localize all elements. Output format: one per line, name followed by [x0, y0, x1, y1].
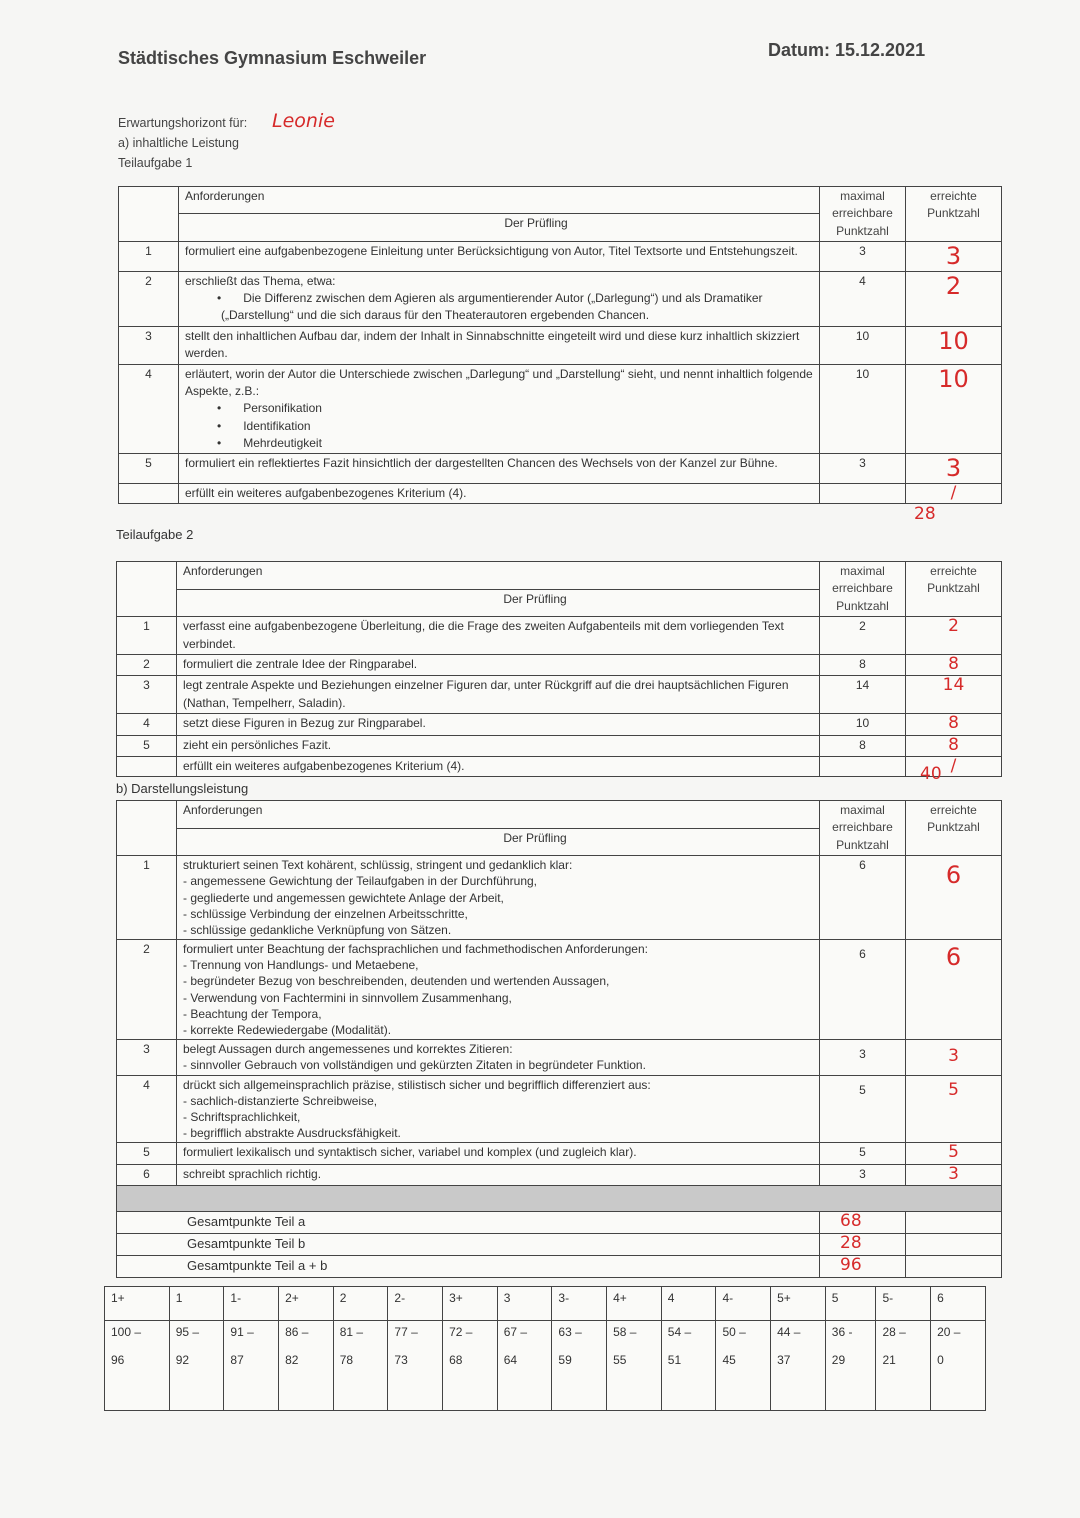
grade-mark: 5- [876, 1287, 931, 1321]
grade-range-high: 95 – [175, 1325, 200, 1339]
grade-range-high: 81 – [339, 1325, 364, 1339]
table-row: 2 formuliert die zentrale Idee der Ringparabel. 8 8 [117, 654, 1002, 675]
list-item: • Identifikation [221, 418, 813, 435]
criterion-text: erläutert, worin der Autor die Unterschiede zwischen „Darlegung“ und „Darstellung“ sieht, und nennt inhaltlich folgende Aspekte, z.B.: [185, 366, 813, 398]
total-a-value: 68 [840, 1211, 862, 1232]
grade-range [443, 1321, 498, 1411]
max-points-header: maximal erreichbare Punktzahl [820, 187, 906, 242]
task1-total-handwritten: 28 [914, 504, 936, 524]
grade-range [224, 1321, 279, 1411]
student-name-handwritten: Leonie [272, 110, 335, 132]
grade-range-high: 91 – [230, 1325, 254, 1339]
examinee-header: Der Prüfling [177, 828, 820, 856]
grade-range-high: 67 – [503, 1325, 528, 1339]
task1-table [118, 186, 1002, 504]
grade-range-high: 20 – [937, 1325, 961, 1339]
document-date: Datum: 15.12.2021 [768, 40, 926, 60]
list-item: - gegliederte und angemessen gewichtete Anlage der Arbeit, [183, 890, 504, 905]
achieved-points-header: erreichte Punktzahl [906, 801, 1002, 856]
achieved-points: 5 [948, 1142, 959, 1163]
grade-range [333, 1321, 388, 1411]
grade-range [716, 1321, 771, 1411]
achieved-points: / [950, 482, 957, 503]
grade-mark: 2- [388, 1287, 443, 1321]
achieved-points: 2 [948, 616, 959, 637]
list-item: • Personifikation [221, 400, 813, 417]
grade-range-low: 51 [667, 1353, 682, 1367]
criterion-text: setzt diese Figuren in Bezug zur Ringparabel. [177, 714, 820, 735]
task2-title: Teilaufgabe 2 [116, 527, 194, 542]
criterion-text: stellt den inhaltlichen Aufbau dar, indem der Inhalt in Sinnabschnitte eingeteilt wird und diese kurz inhaltlich skizziert werden. [179, 326, 820, 364]
total-a-label: Gesamtpunkte Teil a [117, 1212, 820, 1234]
grade-range-low: 78 [339, 1353, 354, 1367]
grade-mark: 4 [661, 1287, 716, 1321]
list-item: - schlüssige gedankliche Verknüpfung von Sätzen. [183, 922, 452, 937]
achieved-points: 6 [945, 861, 962, 890]
requirements-header: Anforderungen [177, 801, 820, 829]
table-row: 4 drückt sich allgemeinsprachlich präzise, stilistisch sicher und begrifflich differenziert aus: - sachlich-distanzierte Schreibweise, - Schriftsprachlichkeit, - begrifflich abstrakte Ausdrucksfähigkeit. 5 5 [117, 1075, 1002, 1143]
achieved-points: 3 [948, 1046, 959, 1067]
grade-range [497, 1321, 552, 1411]
achieved-points-header: erreichte Punktzahl [906, 562, 1002, 617]
grade-range-high: 63 – [558, 1325, 582, 1339]
list-item: - Verwendung von Fachtermini in sinnvollem Zusammenhang, [183, 990, 512, 1005]
list-item: - Beachtung der Tempora, [183, 1006, 322, 1021]
grade-range [552, 1321, 607, 1411]
grade-range-high: 54 – [667, 1325, 692, 1339]
part-b-title: b) Darstellungsleistung [116, 781, 249, 796]
criterion-text: formuliert eine aufgabenbezogene Einleitung unter Berücksichtigung von Autor, Titel Textsorte und Entstehungszeit. [179, 242, 820, 271]
task2-total-handwritten: 40 [920, 764, 942, 784]
grade-range-high: 44 – [777, 1325, 801, 1339]
table-row: 3 legt zentrale Aspekte und Beziehungen einzelner Figuren dar, unter Rückgriff auf die drei hauptsächlichen Figuren (Nathan, Tempelherr, Saladin). 14 14 [117, 676, 1002, 714]
grade-range-high: 77 – [394, 1325, 418, 1339]
list-item: • Die Differenz zwischen dem Agieren als argumentierender Autor („Darlegung“) und als Dramatiker („Darstellung“ und die sich daraus für den Theaterautoren ergebenden Chancen. [221, 290, 813, 325]
max-points: 3 [820, 454, 906, 483]
criterion-text: schreibt sprachlich richtig. [177, 1164, 820, 1185]
grade-mark: 3- [552, 1287, 607, 1321]
grade-range-low: 55 [613, 1353, 627, 1367]
grade-range-low: 21 [882, 1353, 896, 1367]
table-row [117, 1233, 1002, 1255]
grade-mark: 2+ [279, 1287, 334, 1321]
grade-mark: 4+ [607, 1287, 662, 1321]
grade-range-low: 68 [449, 1353, 463, 1367]
table-row [119, 483, 1002, 503]
grade-range-low: 87 [230, 1353, 244, 1367]
max-points: 3 [820, 1040, 906, 1075]
grade-range [931, 1321, 986, 1411]
grade-mark: 1- [224, 1287, 279, 1321]
grade-range [388, 1321, 443, 1411]
max-points: 14 [820, 676, 906, 714]
grade-range-high: 58 – [613, 1325, 637, 1339]
grade-range [661, 1321, 716, 1411]
table-row: 4 setzt diese Figuren in Bezug zur Ringparabel. 10 8 [117, 714, 1002, 735]
grade-range-low: 82 [285, 1353, 299, 1367]
grade-range-low: 96 [111, 1353, 125, 1367]
achieved-points: 14 [942, 675, 965, 696]
grade-range [169, 1321, 224, 1411]
shaded-separator [117, 1186, 1002, 1212]
table-row: 5 formuliert lexikalisch und syntaktisch sicher, variabel und komplex (und zugleich klar). 5 5 [117, 1143, 1002, 1164]
achieved-points: 6 [945, 943, 962, 972]
total-b-label: Gesamtpunkte Teil b [117, 1233, 820, 1255]
list-item: - sinnvoller Gebrauch von vollständigen und gekürzten Zitaten in begründeter Funktion. [183, 1058, 646, 1073]
grade-mark: 5 [825, 1287, 876, 1321]
grade-mark: 3+ [443, 1287, 498, 1321]
max-points-header: maximal erreichbare Punktzahl [820, 801, 906, 856]
table-row [117, 1212, 1002, 1234]
grade-mark: 3 [497, 1287, 552, 1321]
max-points: 4 [820, 271, 906, 326]
list-item: - schlüssige Verbindung der einzelnen Arbeitsschritte, [183, 906, 468, 921]
grade-range-low: 29 [831, 1353, 846, 1367]
examinee-header: Der Prüfling [177, 589, 820, 617]
grade-mark: 6 [931, 1287, 986, 1321]
grade-range-high: 72 – [449, 1325, 473, 1339]
grade-range-low: 73 [394, 1353, 408, 1367]
criterion-text: belegt Aussagen durch angemessenes und korrektes Zitieren: [183, 1042, 513, 1057]
list-item: - korrekte Redewiedergabe (Modalität). [183, 1023, 392, 1038]
table-row: 3 stellt den inhaltlichen Aufbau dar, indem der Inhalt in Sinnabschnitte eingeteilt wird und diese kurz inhaltlich skizziert werden. 10 10 [119, 326, 1002, 364]
table-row [117, 756, 1002, 776]
table-row: 4 erläutert, worin der Autor die Unterschiede zwischen „Darlegung“ und „Darstellung“ sieht, und nennt inhaltlich folgende Aspekte, z.B.: • Personifikation • Identifikation • Mehrdeutigkeit 10 10 [119, 364, 1002, 454]
achieved-points: 8 [948, 653, 959, 674]
criterion-text: verfasst eine aufgabenbezogene Überleitung, die die Frage des zweiten Aufgabenteils mit dem vorliegenden Text verbindet. [177, 617, 820, 655]
list-item: - begründeter Bezug von beschreibenden, deutenden und wertenden Aussagen, [183, 974, 610, 989]
grade-range-high: 86 – [285, 1325, 309, 1339]
max-points: 5 [820, 1075, 906, 1143]
task2-table [116, 561, 1002, 777]
max-points: 10 [820, 326, 906, 364]
expectation-label: Erwartungshorizont für: [118, 116, 248, 130]
list-item: - Trennung von Handlungs- und Metaebene, [183, 958, 419, 973]
grade-range-low: 37 [777, 1353, 791, 1367]
table-row [117, 1255, 1002, 1277]
table-row: 5 formuliert ein reflektiertes Fazit hinsichtlich der dargestellten Chancen des Wechsels von der Kanzel zur Bühne. 3 3 [119, 454, 1002, 483]
task1-title: Teilaufgabe 1 [118, 156, 193, 170]
school-name: Städtisches Gymnasium Eschweiler [118, 48, 427, 68]
achieved-points: 2 [945, 271, 962, 300]
list-item: - angemessene Gewichtung der Teilaufgaben in der Durchführung, [183, 874, 537, 889]
grade-range [105, 1321, 170, 1411]
max-points: 8 [820, 735, 906, 756]
achieved-points-header: erreichte Punktzahl [906, 187, 1002, 242]
total-ab-value: 96 [840, 1254, 862, 1275]
max-points: 6 [820, 856, 906, 940]
grade-range-low: 0 [937, 1353, 944, 1367]
grade-mark: 2 [333, 1287, 388, 1321]
grade-range-high: 100 – [111, 1325, 142, 1339]
achieved-points: 5 [948, 1079, 959, 1100]
grade-range [607, 1321, 662, 1411]
criterion-text: erschließt das Thema, etwa: [185, 273, 336, 288]
grade-scale-table [104, 1286, 986, 1411]
criterion-text: strukturiert seinen Text kohärent, schlüssig, stringent und gedanklich klar: [183, 858, 573, 873]
grade-mark: 4- [716, 1287, 771, 1321]
grade-range [825, 1321, 876, 1411]
table-row: 1 verfasst eine aufgabenbezogene Überleitung, die die Frage des zweiten Aufgabenteils mit dem vorliegenden Text verbindet. 2 2 [117, 617, 1002, 655]
max-points: 10 [820, 714, 906, 735]
criterion-text: formuliert lexikalisch und syntaktisch sicher, variabel und komplex (und zugleich klar). [177, 1143, 820, 1164]
part-a-title: a) inhaltliche Leistung [118, 136, 239, 150]
table-row: 5 zieht ein persönliches Fazit. 8 8 [117, 735, 1002, 756]
requirements-header: Anforderungen [177, 562, 820, 590]
achieved-points: 10 [938, 326, 969, 355]
list-item: - sachlich-distanzierte Schreibweise, [183, 1093, 378, 1108]
partb-table [116, 800, 1002, 1278]
grade-range-low: 64 [503, 1353, 518, 1367]
achieved-points: 3 [945, 242, 962, 271]
achieved-points: 8 [948, 713, 959, 734]
achieved-points: 3 [945, 454, 962, 483]
max-points: 10 [820, 364, 906, 454]
list-item: • Mehrdeutigkeit [221, 435, 813, 452]
achieved-points: / [950, 755, 957, 776]
grade-range-high: 50 – [722, 1325, 746, 1339]
max-points: 2 [820, 617, 906, 655]
criterion-text: legt zentrale Aspekte und Beziehungen einzelner Figuren dar, unter Rückgriff auf die drei hauptsächlichen Figuren (Nathan, Tempelherr, Saladin). [177, 676, 820, 714]
table-row: 1 formuliert eine aufgabenbezogene Einleitung unter Berücksichtigung von Autor, Titel Textsorte und Entstehungszeit. 3 3 [119, 242, 1002, 271]
achieved-points: 8 [948, 734, 959, 755]
criterion-text: erfüllt ein weiteres aufgabenbezogenes Kriterium (4). [179, 483, 820, 503]
grade-range-low: 92 [175, 1353, 190, 1367]
grade-range [771, 1321, 826, 1411]
list-item: - begrifflich abstrakte Ausdrucksfähigkeit. [183, 1126, 401, 1141]
grade-range-high: 36 - [831, 1325, 853, 1339]
max-points: 6 [820, 940, 906, 1040]
grade-mark: 1+ [105, 1287, 170, 1321]
achieved-points: 10 [938, 364, 969, 393]
grade-range [279, 1321, 334, 1411]
requirements-header: Anforderungen [179, 187, 820, 214]
criterion-text: formuliert die zentrale Idee der Ringparabel. [177, 654, 820, 675]
total-ab-label: Gesamtpunkte Teil a + b [117, 1255, 820, 1277]
list-item: - Schriftsprachlichkeit, [183, 1109, 301, 1124]
table-row: 3 belegt Aussagen durch angemessenes und korrektes Zitieren: - sinnvoller Gebrauch von vollständigen und gekürzten Zitaten in begründeter Funktion. 3 3 [117, 1040, 1002, 1075]
table-row: 1 strukturiert seinen Text kohärent, schlüssig, stringent und gedanklich klar: - angemessene Gewichtung der Teilaufgaben in der Durchführung, - gegliederte und angemessen gewichtete Anlage der Arbeit, - schlüssige Verbindung der einzelnen Arbeitsschritte, - schlüssige gedankliche Verknüpfung von Sätzen. 6 6 [117, 856, 1002, 940]
max-points: 3 [820, 242, 906, 271]
grade-range-low: 45 [722, 1353, 736, 1367]
total-b-value: 28 [840, 1232, 862, 1253]
grade-range-high: 28 – [882, 1325, 906, 1339]
table-row: 6 schreibt sprachlich richtig. 3 3 [117, 1164, 1002, 1185]
criterion-text: erfüllt ein weiteres aufgabenbezogenes Kriterium (4). [177, 756, 820, 776]
grade-mark: 1 [169, 1287, 224, 1321]
grade-range-low: 59 [558, 1353, 572, 1367]
achieved-points: 3 [948, 1163, 959, 1184]
table-row: 2 erschließt das Thema, etwa: • Die Differenz zwischen dem Agieren als argumentierender Autor („Darlegung“) und als Dramatiker („Darstellung“ und die sich daraus für den Theaterautoren ergebenden Chancen. 4 2 [119, 271, 1002, 326]
criterion-text: zieht ein persönliches Fazit. [177, 735, 820, 756]
max-points-header: maximal erreichbare Punktzahl [820, 562, 906, 617]
examinee-header: Der Prüfling [179, 213, 820, 241]
table-row: 2 formuliert unter Beachtung der fachsprachlichen und fachmethodischen Anforderungen: - Trennung von Handlungs- und Metaebene, - begründeter Bezug von beschreibenden, deutenden und wertenden Aussagen, - Verwendung von Fachtermini in sinnvollem Zusammenhang, - Beachtung der Tempora, - korrekte Redewiedergabe (Modalität). 6 6 [117, 940, 1002, 1040]
criterion-text: formuliert ein reflektiertes Fazit hinsichtlich der dargestellten Chancen des Wechsels von der Kanzel zur Bühne. [179, 454, 820, 483]
max-points: 8 [820, 654, 906, 675]
grade-mark: 5+ [771, 1287, 826, 1321]
criterion-text: formuliert unter Beachtung der fachsprachlichen und fachmethodischen Anforderungen: [183, 942, 648, 957]
max-points: 5 [820, 1143, 906, 1164]
criterion-text: drückt sich allgemeinsprachlich präzise, stilistisch sicher und begrifflich differenziert aus: [183, 1077, 651, 1092]
max-points: 3 [820, 1164, 906, 1185]
grade-range [876, 1321, 931, 1411]
